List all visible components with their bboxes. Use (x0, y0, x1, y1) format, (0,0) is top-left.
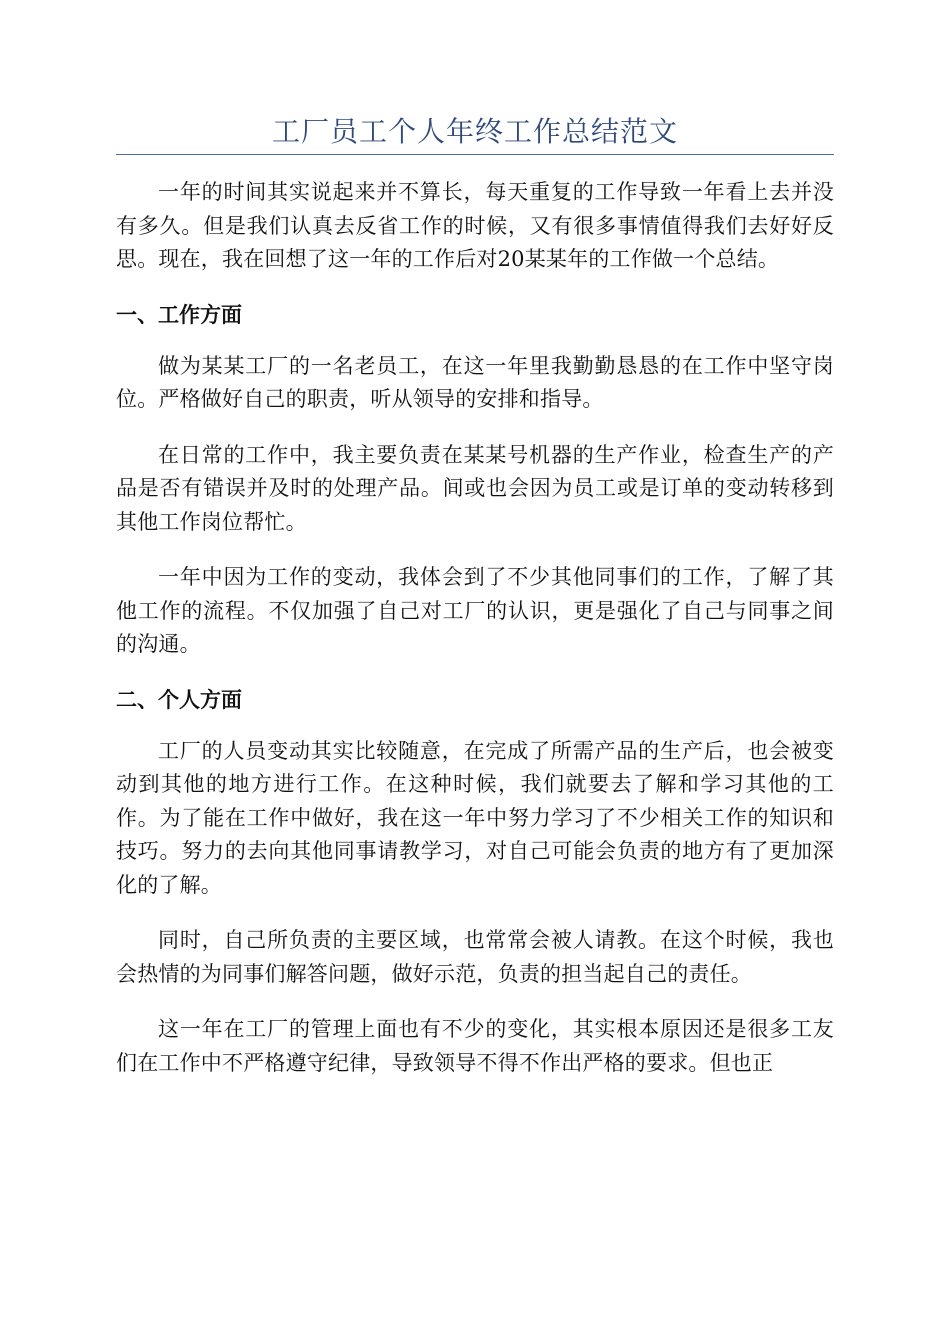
section-heading-work: 一、工作方面 (116, 302, 242, 327)
title-underline (116, 154, 834, 155)
intro-paragraph: 一年的时间其实说起来并不算长，每天重复的工作导致一年看上去并没有多久。但是我们认真去反省工作的时候，又有很多事情值得我们去好好反思。现在，我在回想了这一年的工作后对20某某年的工作做一个总结。 (116, 180, 834, 271)
section-heading-personal: 二、个人方面 (116, 687, 242, 712)
paragraph: 做为某某工厂的一名老员工，在这一年里我勤勤恳恳的在工作中坚守岗位。严格做好自己的职责，听从领导的安排和指导。 (116, 353, 834, 411)
paragraph: 工厂的人员变动其实比较随意，在完成了所需产品的生产后，也会被变动到其他的地方进行工作。在这种时候，我们就要去了解和学习其他的工作。为了能在工作中做好，我在这一年中努力学习了不少相关工作的知识和技巧。努力的去向其他同事请教学习，对自己可能会负责的地方有了更加深化的了解。 (116, 738, 834, 897)
document-body (116, 176, 834, 1102)
paragraph: 这一年在工厂的管理上面也有不少的变化，其实根本原因还是很多工友们在工作中不严格遵守纪律，导致领导不得不作出严格的要求。但也正 (116, 1017, 834, 1075)
paragraph: 在日常的工作中，我主要负责在某某号机器的生产作业，检查生产的产品是否有错误并及时的处理产品。间或也会因为员工或是订单的变动转移到其他工作岗位帮忙。 (116, 442, 834, 534)
paragraph: 同时，自己所负责的主要区域，也常常会被人请教。在这个时候，我也会热情的为同事们解答问题，做好示范，负责的担当起自己的责任。 (116, 928, 834, 986)
paragraph: 一年中因为工作的变动，我体会到了不少其他同事们的工作，了解了其他工作的流程。不仅加强了自己对工厂的认识，更是强化了自己与同事之间的沟通。 (116, 565, 834, 656)
document-title: 工厂员工个人年终工作总结范文 (271, 115, 678, 148)
